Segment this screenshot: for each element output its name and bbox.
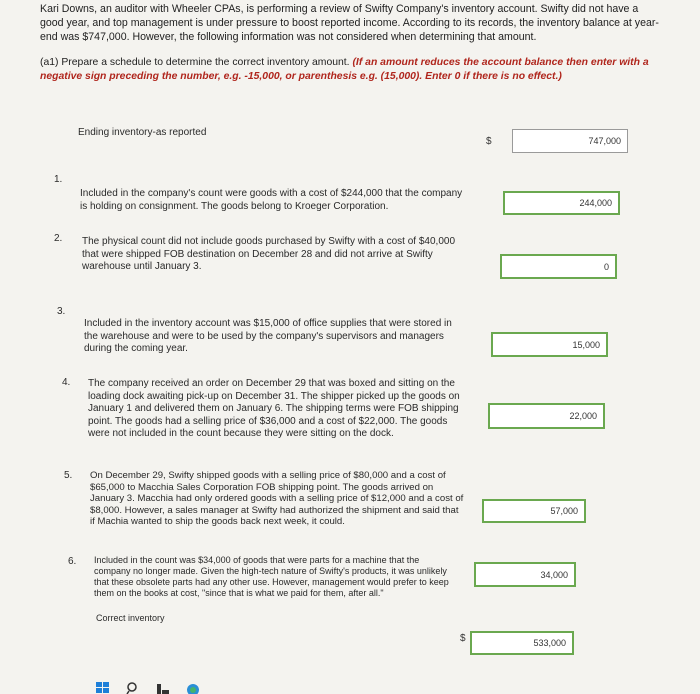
browser-icon[interactable]	[186, 682, 200, 694]
item-6-number: 6.	[68, 556, 77, 567]
problem-intro: Kari Downs, an auditor with Wheeler CPAs, is performing a review of Swifty Company's inventory account. Swifty did not have a good year, and top management is under pressure to boost reported income. According to its records, the inventory balance at year-end was $747,000. However, the following information was not considered when determining that amount.	[40, 3, 659, 43]
item-6-value[interactable]	[476, 570, 568, 580]
correct-inventory-input[interactable]	[470, 631, 574, 655]
ending-inventory-input[interactable]	[512, 129, 628, 153]
instructions	[40, 56, 680, 84]
item-4-text: The company received an order on December 29 that was boxed and sitting on the loading dock awaiting pick-up on December 31. The shipper picked up the goods on January 1 and delivered them on January 6. The shipping terms were FOB shipping point. The goods had a selling price of $36,000 and a cost of $22,000. The goods were not included in the count because they were sitting on the dock.	[88, 378, 460, 439]
item-4-input[interactable]	[488, 403, 605, 429]
instruction-note: (If an amount reduces the account balance then enter with a negative sign preceding the number, e.g. -15,000, or parenthesis e.g. (15,000). Enter 0 if there is no effect.)	[40, 57, 649, 82]
taskbar	[96, 678, 256, 694]
item-3-number: 3.	[57, 306, 66, 317]
instruction-label: (a1) Prepare a schedule to determine the correct inventory amount.	[40, 57, 350, 68]
ending-dollar-sign: $	[486, 136, 492, 147]
item-6-text: Included in the count was $34,000 of goods that were parts for a machine that the company no longer made. Given the high-tech nature of Swifty's products, it was unlikely that these obsolete parts had any other use. However, management would prefer to keep them on the books at cost, "since that is what we paid for them, after all."	[94, 555, 449, 598]
item-2-value[interactable]	[502, 262, 609, 272]
item-1-number: 1.	[54, 174, 63, 185]
item-6-input[interactable]	[474, 562, 576, 587]
item-2-input[interactable]	[500, 254, 617, 279]
correct-dollar-sign: $	[460, 633, 466, 644]
ending-inventory-value[interactable]	[513, 136, 621, 146]
item-5-number: 5.	[64, 470, 73, 481]
search-icon[interactable]	[126, 682, 140, 694]
item-5-text: On December 29, Swifty shipped goods with a selling price of $80,000 and a cost of $65,000 to Macchia Sales Corporation FOB shipping point. The goods arrived on January 3. Macchia had only ordered goods with a selling price of $12,000 and a cost of $8,000. However, a sales manager at Swifty had authorized the shipment and said that if Machia wanted to ship the goods back next week, it could.	[90, 470, 464, 527]
correct-inventory-value[interactable]	[472, 638, 566, 648]
windows-icon[interactable]	[96, 682, 110, 694]
item-2-number: 2.	[54, 233, 63, 244]
item-1-input[interactable]	[503, 191, 620, 215]
ending-inventory-label: Ending inventory-as reported	[78, 127, 207, 138]
taskview-icon[interactable]	[156, 682, 170, 694]
item-5-value[interactable]	[484, 506, 578, 516]
item-4-value[interactable]	[490, 411, 597, 421]
item-3-value[interactable]	[493, 340, 600, 350]
item-1-text: Included in the company's count were goods with a cost of $244,000 that the company is holding on consignment. The goods belong to Kroeger Corporation.	[80, 188, 463, 212]
item-3-input[interactable]	[491, 332, 608, 357]
item-3-text: Included in the inventory account was $15,000 of office supplies that were stored in the warehouse and were to be used by the company's supervisors and managers during the coming year.	[84, 318, 452, 354]
item-5-input[interactable]	[482, 499, 586, 523]
item-2-text: The physical count did not include goods purchased by Swifty with a cost of $40,000 that were shipped FOB destination on December 28 and did not arrive at Swifty warehouse until January 3.	[82, 236, 456, 272]
correct-inventory-label: Correct inventory	[96, 613, 165, 623]
item-4-number: 4.	[62, 377, 71, 388]
item-1-value[interactable]	[505, 198, 612, 208]
